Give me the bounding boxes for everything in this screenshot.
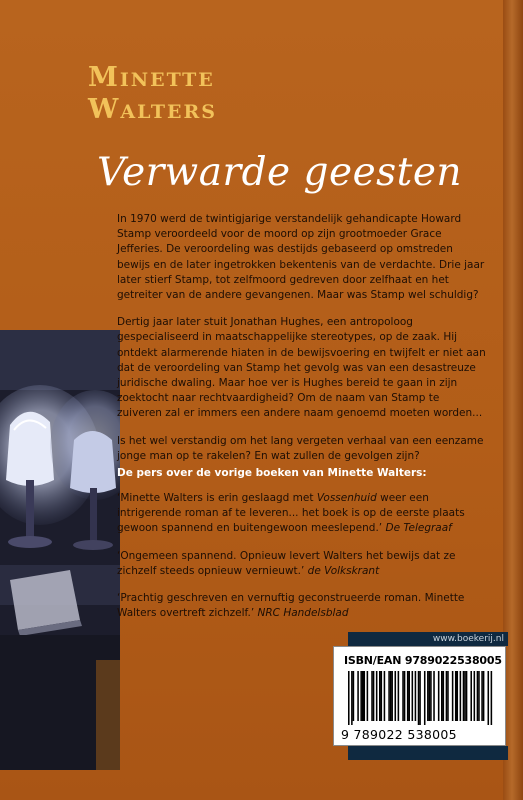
barcode-bar — [455, 671, 457, 721]
barcode-bar — [443, 671, 445, 721]
isbn-label: ISBN/EAN 9789022538005 — [344, 654, 502, 667]
barcode-bar — [381, 671, 383, 721]
barcode-bar — [463, 671, 465, 721]
press-heading: De pers over de vorige boeken van Minette Walters: — [117, 467, 427, 479]
author-name — [88, 62, 217, 126]
barcode-bar — [418, 671, 420, 725]
barcode-bar — [379, 671, 381, 721]
quote-book-title: Vossenhuid — [316, 492, 377, 504]
quote-source: De Telegraaf — [385, 522, 452, 535]
quote-text: weer een intrigerende roman af te leveren... het boek is op de eerste plaats gewoon spannend en buitengewoon meeslepend.’ — [117, 492, 465, 535]
barcode-bar — [464, 671, 466, 721]
barcode-bar — [373, 671, 375, 721]
barcode-bar — [483, 671, 485, 721]
blurb-paragraph-1: In 1970 werd de twintigjarige verstandelijk gehandicapte Howard Stamp veroordeeld voor de moord op zijn grootmoeder Grace Jefferies. De veroordeling was destijds gebaseerd op omstreden bewijs en de later ingetrokken bekentenis van de verdachte. Drie jaar later stierf Stamp, tot zelfmoord gedreven door zelfhaat en het getreiter van de andere gevangenen. Maar was Stamp wel schuldig? — [117, 213, 485, 302]
book-title: Verwarde geesten — [97, 150, 463, 195]
barcode-bar — [433, 671, 435, 721]
barcode-bar — [477, 671, 479, 721]
barcode-bar — [407, 671, 409, 721]
barcode-bar — [395, 671, 397, 721]
barcode-bar — [408, 671, 410, 721]
barcode-bar — [371, 671, 373, 721]
barcode-bar — [364, 671, 366, 721]
barcode-bar — [430, 671, 432, 721]
publisher-strip — [348, 746, 508, 760]
barcode-bar — [404, 671, 406, 721]
barcode-bar — [447, 671, 449, 721]
barcode-bar — [388, 671, 390, 721]
barcode-bar — [398, 671, 400, 721]
barcode-bar — [362, 671, 364, 721]
quote-text: ‘Ongemeen spannend. Opnieuw levert Walters het bewijs dat ze zichzelf steeds opnieuw vernieuwt.’ — [117, 549, 456, 577]
blurb-paragraph-3: Is het wel verstandig om het lang vergeten verhaal van een eenzame jonge man op te rakelen? En wat zullen de gevolgen zijn? — [117, 434, 484, 462]
barcode-bar — [438, 671, 440, 721]
press-quote — [117, 491, 487, 537]
barcode-bar — [353, 671, 355, 721]
barcode-icon — [348, 671, 494, 725]
barcode-bar — [415, 671, 417, 721]
barcode-bar — [419, 671, 421, 725]
barcode-bar — [460, 671, 462, 721]
quote-text: ‘Prachtig geschreven en vernuftig geconstrueerde roman. Minette Walters overtreft zichzelf.’ — [117, 592, 465, 620]
press-quote — [117, 591, 487, 621]
book-spine-edge — [503, 0, 523, 800]
barcode-bar — [478, 671, 480, 721]
barcode-bar — [402, 671, 404, 721]
barcode-bar — [360, 671, 362, 721]
press-quotes — [117, 491, 487, 633]
barcode-bar — [376, 671, 378, 721]
barcode-bar — [466, 671, 468, 721]
quote-text: ‘Minette Walters is erin geslaagd met — [117, 492, 317, 504]
barcode-bar — [427, 671, 429, 721]
barcode-bar — [481, 671, 483, 721]
blurb-text — [117, 212, 487, 476]
lamp-illustration — [0, 330, 120, 770]
barcode-bar — [384, 671, 386, 721]
barcode-bar — [446, 671, 448, 721]
barcode-digits: 9 789022 538005 — [341, 727, 457, 742]
barcode-bar — [474, 671, 476, 721]
barcode-bar — [429, 671, 431, 721]
quote-source: de Volkskrant — [307, 564, 380, 577]
barcode-bar — [470, 671, 472, 721]
blurb-paragraph-2: Dertig jaar later stuit Jonathan Hughes, een antropoloog gespecialiseerd in maatschappelijke stereotypes, op de zaak. Hij ontdekt alarmerende hiaten in de bewijsvoering en twijfelt er niet aan dat de veroordeling van Stamp het gevolg was van een desastreuze juridische dwaling. Maar hoe ver is Hughes bereid te gaan in zijn zoektocht naar rechtvaardigheid? Om de naam van Stamp te zuiveren zal er immers een andere naam genoemd moeten worden... — [117, 316, 486, 420]
press-quote — [117, 549, 487, 579]
barcode-bar — [390, 671, 392, 721]
barcode-bar — [441, 671, 443, 721]
author-first-name: Minette — [88, 62, 215, 93]
author-last-name: Walters — [88, 94, 218, 125]
barcode-bar — [367, 671, 369, 721]
barcode-bar — [391, 671, 393, 721]
barcode-bar — [488, 671, 490, 725]
cover-photo-lamps — [0, 330, 120, 770]
barcode-bar — [452, 671, 454, 721]
barcode-bar — [491, 671, 493, 725]
barcode-bar — [351, 671, 353, 725]
publisher-url: www.boekerij.nl — [348, 632, 508, 646]
barcode-bar — [412, 671, 414, 721]
barcode-bar — [457, 671, 459, 721]
quote-source: NRC Handelsblad — [257, 607, 349, 620]
barcode-bar — [424, 671, 426, 725]
isbn-barcode-sticker — [333, 646, 506, 746]
barcode-bar — [348, 671, 350, 725]
barcode-bar — [357, 671, 359, 721]
